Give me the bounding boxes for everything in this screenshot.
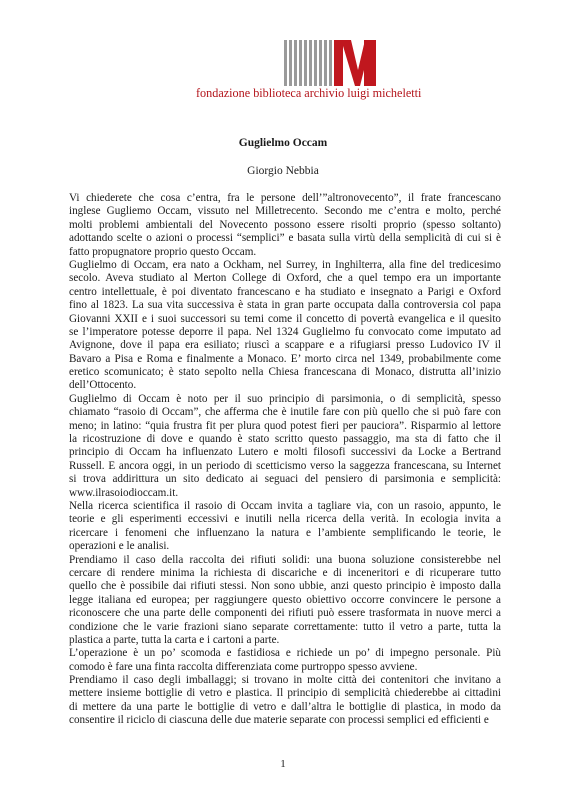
text-line: molti problemi ambientali del Novecento possono essere risolti proprio (spesso soltanto) [69,218,501,231]
text-line: mettere insieme bottiglie di vetro e plastica. Il principio di semplicità chiederebbe ai cittadini [69,687,501,700]
text-line: Avignone, dove il papa era esiliato; riuscì a scappare e a rifugiarsi presso Ludovico IV il [69,339,501,352]
text-line: inglese Gugliemo Occam, vissuto nel Milletrecento. Secondo me c’entra e molto, perché [69,205,501,218]
text-line: L’operazione è un po’ scomoda e fastidiosa e richiede un po’ di impegno personale. Più [69,647,501,660]
body-paragraph [69,554,501,648]
text-line: Giovanni XXII e i suoi successori su temi come il concetto di povertà evangelica e il quesito [69,312,501,325]
body-paragraph [69,674,501,728]
text-line: Vi chiederete che cosa c’entra, fra le persone dell’”altronovecento”, il frate francescano [69,192,501,204]
text-line: Bavaro a Pisa e Roma e finalmente a Monaco. E’ morto circa nel 1349, probabilmente come [69,352,501,365]
text-line: fatto propugnatore proprio questo Occam. [69,245,257,258]
text-line: Prendiamo il caso degli imballaggi; si trovano in molte città dei contenitori che invitano a [69,674,501,687]
text-line: Russell. E ancora oggi, in un periodo di scetticismo verso la saggezza francescana, su Internet [69,459,501,472]
text-line: operazioni e le analisi. [69,540,170,553]
text-line: Guglielmo di Occam, era nato a Ockham, nel Surrey, in Inghilterra, alla fine del tredicesimo [69,258,501,271]
text-line: www.ilrasoiodioccam.it. [69,486,179,499]
article-title: Guglielmo Occam [238,137,328,149]
text-line: teorie e gli esperimenti eccessivi e inutili nella ricerca della verità. In ecologia invita a [69,513,501,526]
page-number: 1 [280,758,286,770]
body-paragraph [69,647,501,674]
text-line: secolo. Aveva studiato al Merton College di Oxford, che a quel tempo era un importante [69,272,501,285]
body-paragraph [69,393,501,500]
article-body [69,192,501,728]
text-line: la ricostruzione di dove e quando è stato scritto questo passaggio, ma sta di fatto che il [69,433,501,446]
text-line: dell’Ottocento. [69,379,137,392]
text-line: se l’imperatore potesse deporre il papa. Nel 1324 Guglielmo fu convocato come imputato ad [69,325,501,338]
text-line: adottando scelte o azioni o processi “semplici” e basata sulla virtù della semplicità di cui si è [69,232,501,245]
text-line: riconoscere che una parte delle componenti dei rifiuti può essere trasformata in nuove merci a [69,607,501,620]
body-paragraph [69,192,501,259]
text-line: Nella ricerca scientifica il rasoio di Occam invita a tagliare via, con un rasoio, appunto, le [69,499,501,512]
text-line: quello che è possibile dai rifiuti stessi. Non sono ubbie, anzi questo principio è imposto dalla [69,580,501,593]
text-line: plastica a parte, tutta la carta e i cartoni a parte. [69,633,280,646]
text-line: legge italiana ed europea; per raggiungere questo obiettivo occorre convincere le persone a [69,593,501,606]
text-line: Prendiamo il caso della raccolta dei rifiuti solidi: una buona soluzione consisterebbe nel [69,553,501,566]
logo-red-m [334,40,376,86]
text-line: si trova addirittura un sito dedicato ai seguaci del pensiero di parsimonia e semplicità: [69,473,501,486]
body-paragraph [69,259,501,393]
text-line: Guglielmo di Occam è noto per il suo principio di parsimonia, o di semplicità, spesso [69,392,501,405]
text-line: eretico scomunicato; è stato sepolto nella Chiesa francescana di Monaco, distrutta all’inizio [69,366,501,379]
article-author: Giorgio Nebbia [247,165,319,177]
foundation-logo [284,40,376,86]
text-line: condizione che le varie frazioni siano separate correttamente: tutto il vetro a parte, tutta la [69,620,501,633]
text-line: di mettere da una parte le bottiglie di vetro e dall’altra le bottiglie di plastica, in modo da [69,700,501,713]
text-line: principio di Occam ha influenzato Lutero e molti filosofi successivi da Locke a Bertrand [69,446,501,459]
organization-name: fondazione biblioteca archivio luigi micheletti [196,86,422,100]
text-line: meno; in latino: “quia frustra fit per plura quod potest fieri per pauciora”. Risparmio al lettore [69,419,501,432]
text-line: consentire il riciclo di ciascuna delle due materie separate con processi semplici ed efficienti e [69,714,489,727]
body-paragraph [69,500,501,554]
text-line: chiamato “rasoio di Occam”, che afferma che è inutile fare con più quello che si può fare con [69,406,501,419]
text-line: comodo è fare una finta raccolta differenziata come purtroppo spesso avviene. [69,660,418,673]
text-line: centro intellettuale, è poi diventato francescano e ha studiato e insegnato a Parigi e Oxford [69,285,501,298]
text-line: fino al 1823. La sua vita successiva è stata in gran parte occupata dalla controversia col papa [69,299,501,312]
logo-gray-bars [284,40,332,86]
text-line: cercare di rendere minima la richiesta di discariche e di inceneritori e di ricuperare tutto [69,566,501,579]
text-line: ricercare i fenomeni che influenzano la natura e l’ambiente semplificando le teorie, le [69,526,501,539]
